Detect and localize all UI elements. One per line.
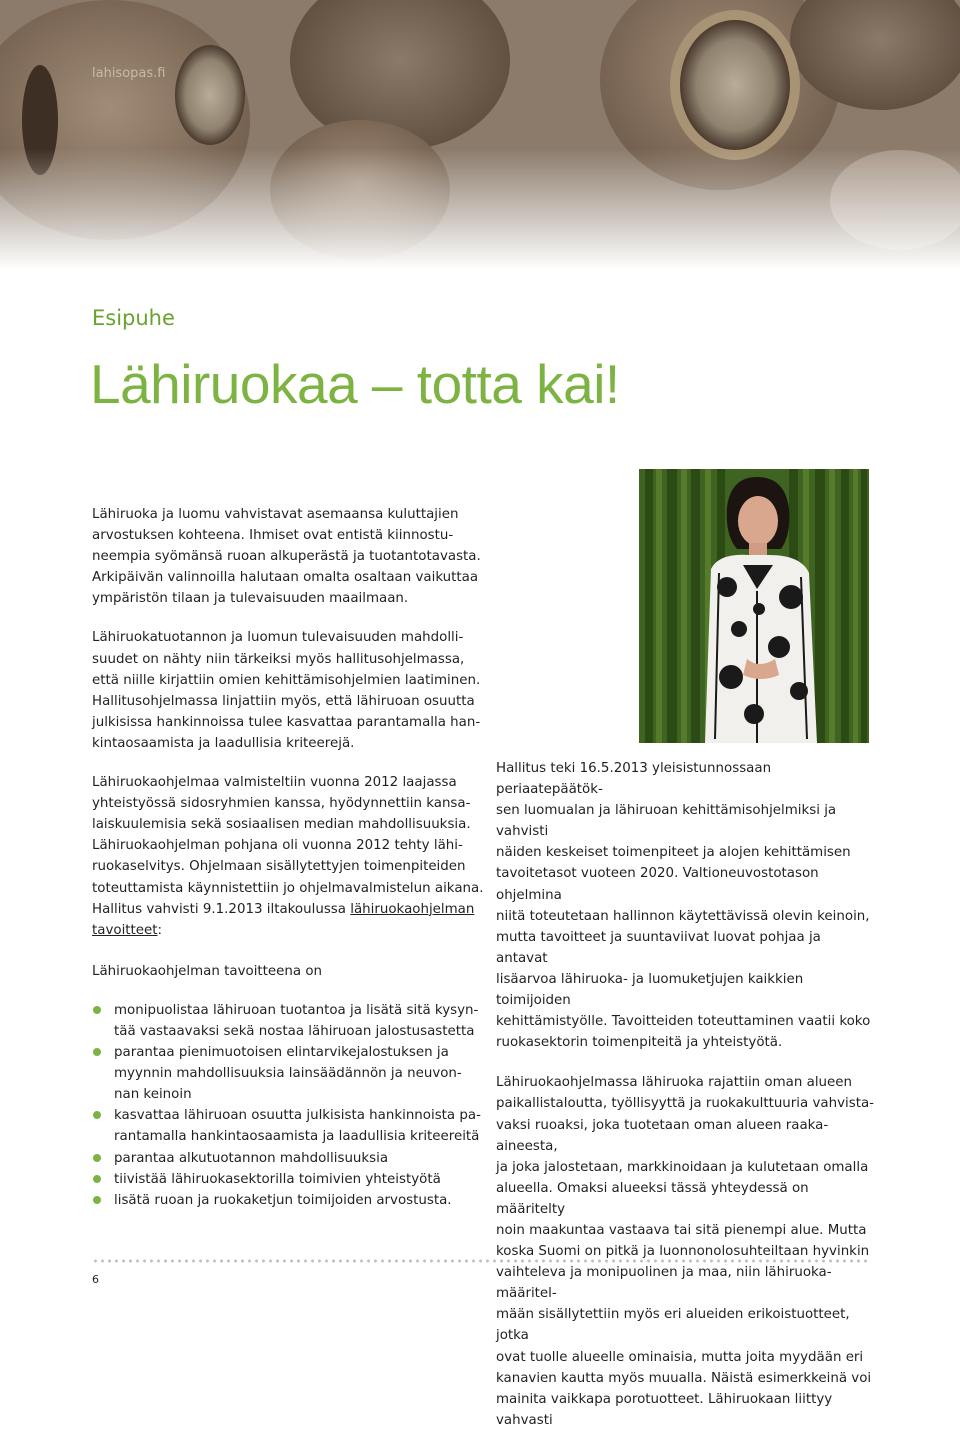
text-line: julkisissa hankinnoissa tulee kasvattaa parantamalla han-: [92, 714, 481, 730]
text-line: ruokaselvitys. Ohjelmaan sisällytettyjen toimenpiteiden: [92, 859, 466, 875]
text-line: kehittämistyölle. Tavoitteiden toteuttaminen vaatii koko: [496, 1014, 871, 1030]
footer-dotted-divider: [92, 1259, 868, 1263]
site-url: lahisopas.fi: [92, 66, 166, 81]
list-item: [92, 1148, 487, 1169]
list-item: [92, 1190, 487, 1211]
text-line: lisätä ruoan ja ruokaketjun toimijoiden arvostusta.: [114, 1192, 452, 1208]
program-goals-link[interactable]: lähiruokaohjelman: [350, 901, 475, 917]
text-line: mään sisällytettiin myös eri alueiden erikoistuotteet, jotka: [496, 1307, 850, 1344]
rye-bread-illustration: [0, 0, 960, 270]
government-program-paragraph: [92, 627, 487, 754]
text-line: parantaa pienimuotoisen elintarvikejalostuksen ja: [114, 1045, 449, 1061]
list-item: [92, 1000, 487, 1042]
goals-list: [92, 1000, 487, 1211]
text-line: neempia syömänsä ruoan alkuperästä ja tuotantotavasta.: [92, 549, 481, 565]
text-line: yhteistyössä sidosryhmien kanssa, hyödynnettiin kansa-: [92, 796, 471, 812]
text-line: kintaosaamista ja laadullisia kriteerejä.: [92, 735, 355, 751]
government-decision-paragraph: [496, 758, 874, 1053]
text-line: Lähiruokatuotannon ja luomun tulevaisuuden mahdolli-: [92, 630, 464, 646]
text-line: Hallitus vahvisti 9.1.2013 iltakoulussa: [92, 901, 351, 917]
text-line: Lähiruoka ja luomu vahvistavat asemaansa kuluttajien: [92, 507, 459, 522]
program-preparation-paragraph: [92, 772, 487, 941]
text-line: Hallitus teki 16.5.2013 yleisistunnossaan periaatepäätök-: [496, 761, 772, 798]
portrait-illustration: [639, 469, 869, 743]
text-line: monipuolistaa lähiruoan tuotantoa ja lisätä sitä kysyn-: [114, 1002, 479, 1018]
goals-intro: Lähiruokaohjelman tavoitteena on: [92, 963, 323, 979]
text-line: toteuttamista käynnistettiin jo ohjelmavalmistelun aikana.: [92, 880, 484, 896]
text-line: arvostuksen kohteena. Ihmiset ovat entistä kiinnostu-: [92, 528, 454, 544]
text-line: koska Suomi on pitkä ja luonnonolosuhteiltaan hyvinkin: [496, 1244, 870, 1260]
text-line: Arkipäivän valinnoilla halutaan omalta osaltaan vaikuttaa: [92, 570, 479, 586]
text-line: suudet on nähty niin tärkeiksi myös hallitusohjelmassa,: [92, 651, 465, 667]
text-line: kasvattaa lähiruoan osuutta julkisista hankinnoista pa-: [114, 1108, 481, 1124]
local-food-definition-paragraph: [496, 1072, 874, 1431]
text-line: että niille kirjattiin omien kehittämisohjelmien laatiminen.: [92, 672, 481, 688]
text-line: tavoitetasot vuoteen 2020. Valtioneuvostotason ohjelmina: [496, 866, 819, 903]
text-line: rantamalla hankintaosaamista ja laadullisia kriteereitä: [114, 1129, 480, 1145]
right-column: [496, 758, 874, 1431]
text-line: myynnin mahdollisuuksia lainsäädännön ja neuvon-: [114, 1066, 462, 1082]
program-goals-link[interactable]: tavoitteet: [92, 922, 158, 938]
text-line: alueella. Omaksi alueeksi tässä yhteydessä on määritelty: [496, 1180, 809, 1217]
text-line: lisäarvoa lähiruoka- ja luomuketjujen kaikkien toimijoiden: [496, 971, 804, 1009]
text-line: mainita vaikkapa porotuotteet. Lähiruokaan liittyy vahvasti: [496, 1391, 833, 1428]
text-line: vaihteleva ja monipuolinen ja maa, niin lähiruoka-määritel-: [496, 1265, 832, 1302]
text-line: paikallistaloutta, työllisyyttä ja ruokakulttuuria vahvista-: [496, 1096, 875, 1112]
text-line: nan keinoin: [114, 1087, 192, 1103]
text-line: ruokasektorin toimenpiteitä ja yhteistyötä.: [496, 1035, 783, 1051]
text-line: tiivistää lähiruokasektorilla toimivien yhteistyötä: [114, 1171, 441, 1187]
text-line: mutta tavoitteet ja suuntaviivat luovat pohjaa ja antavat: [496, 929, 821, 966]
text-line: Hallitusohjelmassa linjattiin myös, että lähiruoan osuutta: [92, 693, 475, 709]
list-item: [92, 1105, 487, 1147]
section-label: Esipuhe: [92, 306, 175, 330]
text-line: sen luomualan ja lähiruoan kehittämisohjelmiksi ja vahvisti: [496, 803, 837, 840]
text-line: ovat tuolle alueelle ominaisia, mutta joita myydään eri: [496, 1349, 864, 1365]
text-line: parantaa alkutuotannon mahdollisuuksia: [114, 1150, 389, 1166]
text-line: Lähiruokaohjelman pohjana oli vuonna 2012 tehty lähi-: [92, 838, 463, 854]
text-line: kanavien kautta myös muualla. Näistä esimerkkeinä voi: [496, 1370, 872, 1386]
text-line: ympäristön tilaan ja tulevaisuuden maailmaan.: [92, 591, 409, 607]
page-title: Lähiruokaa – totta kai!: [90, 353, 620, 415]
text-punctuation: :: [157, 922, 163, 938]
text-line: vaksi ruoaksi, joka tuotetaan oman alueen raaka-aineesta,: [496, 1117, 829, 1154]
page-number: 6: [92, 1273, 99, 1286]
text-line: näiden keskeiset toimenpiteet ja alojen kehittämisen: [496, 845, 851, 861]
list-item: [92, 1042, 487, 1105]
text-line: Lähiruokaohjelmassa lähiruoka rajattiin oman alueen: [496, 1075, 852, 1091]
text-line: noin maakuntaa vastaava tai sitä pienempi alue. Mutta: [496, 1222, 867, 1238]
left-column: [92, 504, 487, 1211]
portrait-photo: [639, 469, 869, 743]
list-item: [92, 1169, 487, 1190]
text-line: Lähiruokaohjelmaa valmisteltiin vuonna 2012 laajassa: [92, 775, 457, 791]
text-line: niitä toteutetaan hallinnon käytettävissä olevin keinoin,: [496, 908, 870, 924]
hero-image-rye-bread: [0, 0, 960, 270]
text-line: laiskuulemisia sekä sosiaalisen median mahdollisuuksia.: [92, 817, 471, 833]
text-line: tää vastaavaksi sekä nostaa lähiruoan jalostusastetta: [114, 1023, 475, 1039]
intro-paragraph: [92, 504, 487, 609]
text-line: ja joka jalostetaan, markkinoidaan ja kulutetaan omalla: [496, 1159, 869, 1175]
